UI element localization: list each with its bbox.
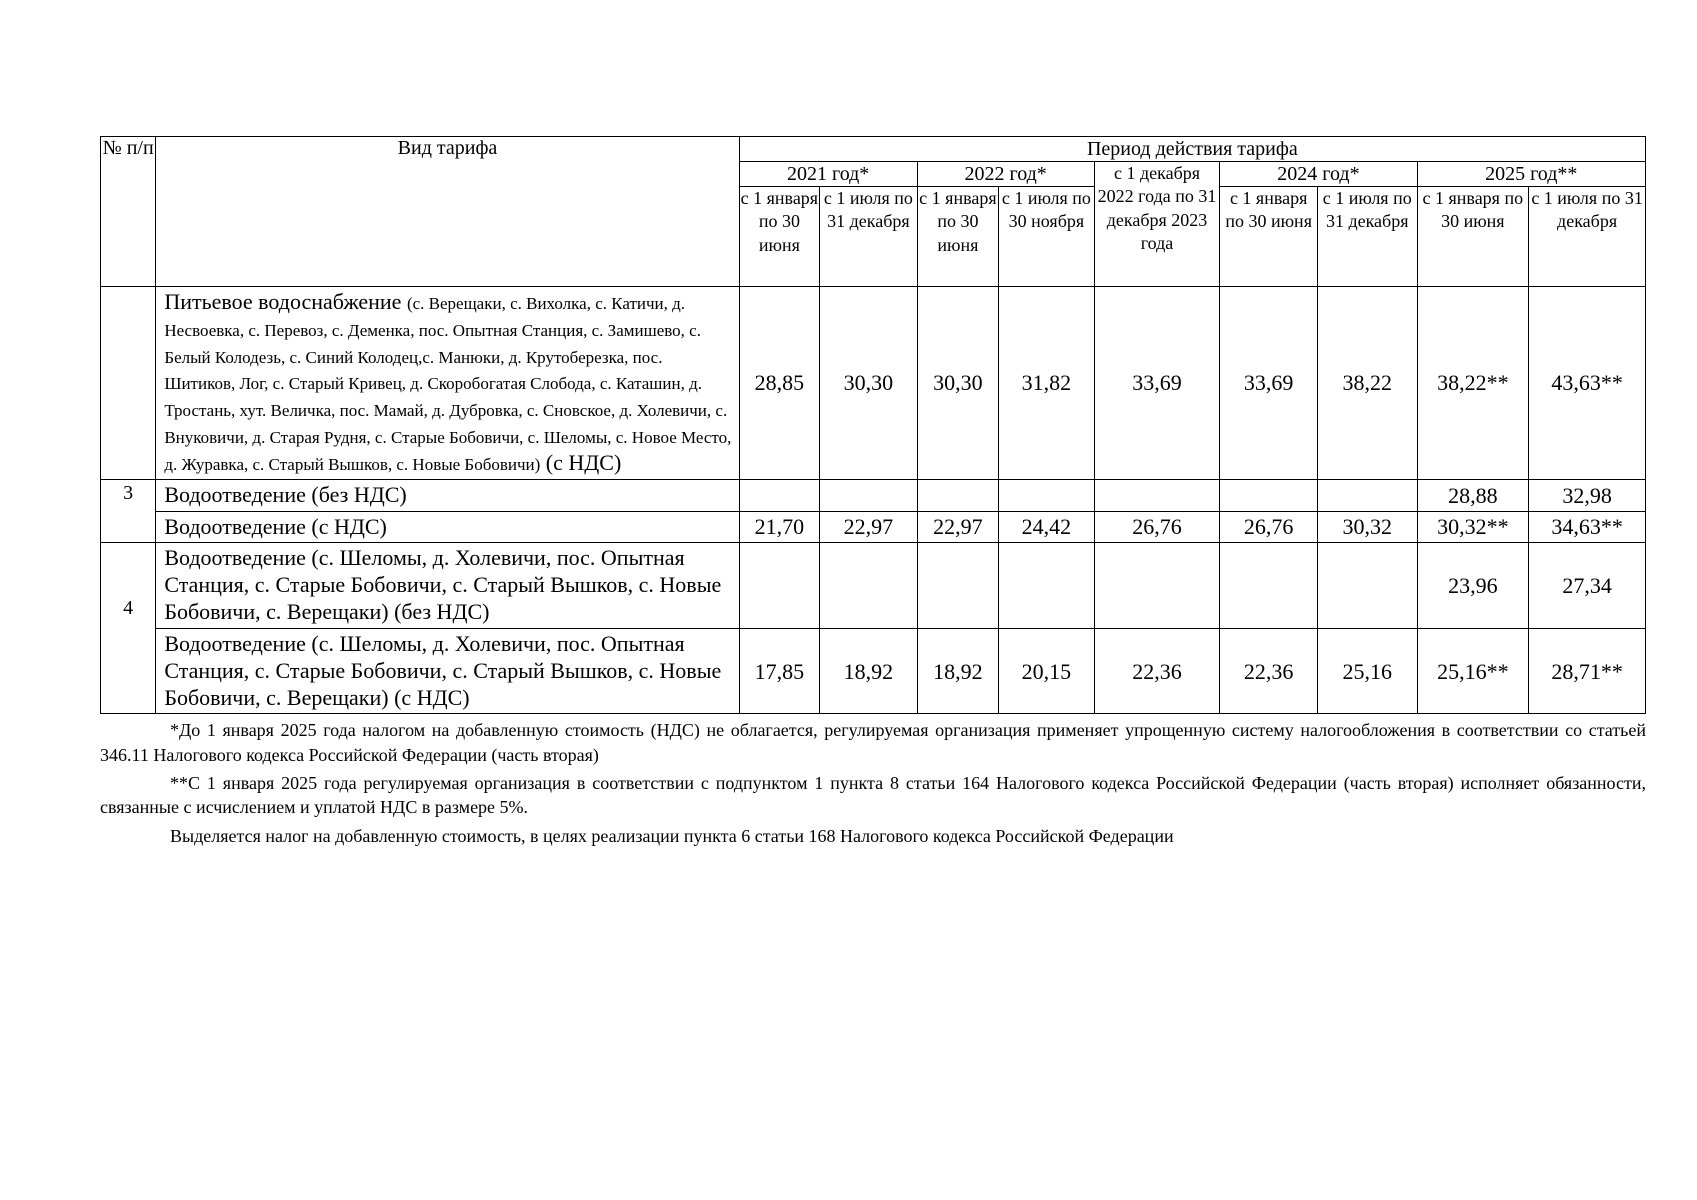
row-number: 4	[101, 543, 156, 714]
tariff-label: Водоотведение (с. Шеломы, д. Холевичи, пос. Опытная Станция, с. Старые Бобовичи, с. Старый Вышков, с. Новые Бобовичи, с. Верещаки) (с НДС)	[156, 628, 739, 713]
tariff-description	[156, 287, 739, 480]
tariff-value: 43,63**	[1529, 287, 1646, 480]
table-row	[101, 511, 1646, 543]
header-num: № п/п	[101, 137, 156, 287]
tariff-value: 38,22**	[1417, 287, 1529, 480]
header-row-1	[101, 137, 1646, 162]
tariff-value: 31,82	[999, 287, 1095, 480]
tariff-value: 28,71**	[1529, 628, 1646, 713]
tariff-value	[1220, 543, 1318, 628]
table-row	[101, 287, 1646, 480]
tariff-value: 22,36	[1220, 628, 1318, 713]
table-row	[101, 628, 1646, 713]
tariff-value	[1317, 543, 1417, 628]
tariff-value: 22,36	[1094, 628, 1220, 713]
tariff-value: 30,30	[820, 287, 918, 480]
tariff-value: 22,97	[917, 511, 998, 543]
tariff-value	[917, 543, 998, 628]
tariff-value: 25,16**	[1417, 628, 1529, 713]
tariff-value	[999, 543, 1095, 628]
tariff-label: Водоотведение (с НДС)	[156, 511, 739, 543]
header-year-2022: 2022 год*	[917, 162, 1094, 187]
subperiod: с 1 января по 30 июня	[917, 187, 998, 287]
tariff-label: Водоотведение (без НДС)	[156, 479, 739, 511]
table-row	[101, 479, 1646, 511]
header-period: Период действия тарифа	[739, 137, 1645, 162]
tariff-value	[1317, 479, 1417, 511]
tariff-table	[100, 136, 1646, 714]
tariff-value	[1094, 479, 1220, 511]
tariff-value: 28,85	[739, 287, 819, 480]
tariff-value: 18,92	[820, 628, 918, 713]
tariff-value	[917, 479, 998, 511]
footnote-double-star: **С 1 января 2025 года регулируемая организация в соответствии с подпунктом 1 пункта 8 статьи 164 Налогового кодекса Российской Федерации (часть вторая) исполняет обязанности, связанные с исчислением и уплатой НДС в размере 5%.	[100, 773, 1646, 818]
tariff-value: 26,76	[1220, 511, 1318, 543]
subperiod: с 1 января по 30 июня	[1220, 187, 1318, 287]
tariff-locations: (с. Верещаки, с. Вихолка, с. Катичи, д. Несвоевка, с. Перевоз, с. Деменка, пос. Опытная Станция, с. Замишево, с. Белый Колодезь, с. Синий Колодец,с. Манюки, д. Крутоберезка, пос. Шитиков, Лог, с. Старый Кривец, д. Скоробогатая Слобода, с. Каташин, д. Тростань, хут. Величка, пос. Мамай, д. Дубровка, с. Сновское, д. Холевичи, с. Внуковичи, д. Старая Рудня, с. Старые Бобовичи, с. Шеломы, с. Новое Место, д. Журавка, с. Старый Вышков, с. Новые Бобовичи)	[164, 294, 732, 474]
header-year-2025: 2025 год**	[1417, 162, 1646, 187]
tariff-value: 28,88	[1417, 479, 1529, 511]
subperiod: с 1 июля по 31 декабря	[820, 187, 918, 287]
tariff-value: 26,76	[1094, 511, 1220, 543]
tariff-value: 21,70	[739, 511, 819, 543]
tariff-value: 18,92	[917, 628, 998, 713]
tariff-document	[100, 136, 1646, 852]
header-year-2024: 2024 год*	[1220, 162, 1417, 187]
tariff-value: 20,15	[999, 628, 1095, 713]
tariff-vat-note: (с НДС)	[545, 449, 622, 475]
tariff-value: 33,69	[1094, 287, 1220, 480]
header-tariff-type: Вид тарифа	[156, 137, 739, 287]
header-year-2021: 2021 год*	[739, 162, 917, 187]
tariff-label: Питьевое водоснабжение	[164, 289, 402, 314]
tariff-value	[820, 543, 918, 628]
table-row	[101, 543, 1646, 628]
subperiod: с 1 июля по 30 ноября	[999, 187, 1095, 287]
tariff-value: 34,63**	[1529, 511, 1646, 543]
tariff-value: 33,69	[1220, 287, 1318, 480]
tariff-value: 23,96	[1417, 543, 1529, 628]
subperiod: с 1 июля по 31 декабря	[1317, 187, 1417, 287]
tariff-value	[999, 479, 1095, 511]
tariff-value	[739, 479, 819, 511]
tariff-value: 22,97	[820, 511, 918, 543]
tariff-label: Водоотведение (с. Шеломы, д. Холевичи, пос. Опытная Станция, с. Старые Бобовичи, с. Старый Вышков, с. Новые Бобовичи, с. Верещаки) (без НДС)	[156, 543, 739, 628]
tariff-value: 30,32	[1317, 511, 1417, 543]
tariff-value: 30,32**	[1417, 511, 1529, 543]
footnote-vat: Выделяется налог на добавленную стоимость, в целях реализации пункта 6 статьи 168 Налогового кодекса Российской Федерации	[170, 825, 1174, 846]
footnotes	[100, 718, 1646, 847]
subperiod: с 1 июля по 31 декабря	[1529, 187, 1646, 287]
tariff-value	[1094, 543, 1220, 628]
row-number: 3	[101, 479, 156, 543]
tariff-value: 24,42	[999, 511, 1095, 543]
footnote-single-star: *До 1 января 2025 года налогом на добавленную стоимость (НДС) не облагается, регулируемая организация применяет упрощенную систему налогообложения в соответствии со статьей 346.11 Налогового кодекса Российской Федерации (часть вторая)	[100, 720, 1646, 765]
tariff-value: 27,34	[1529, 543, 1646, 628]
header-single-period: с 1 декабря 2022 года по 31 декабря 2023 года	[1094, 162, 1220, 287]
tariff-value: 38,22	[1317, 287, 1417, 480]
tariff-value	[739, 543, 819, 628]
tariff-value	[1220, 479, 1318, 511]
tariff-value: 32,98	[1529, 479, 1646, 511]
subperiod: с 1 января по 30 июня	[1417, 187, 1529, 287]
tariff-value: 17,85	[739, 628, 819, 713]
tariff-value	[820, 479, 918, 511]
tariff-value: 25,16	[1317, 628, 1417, 713]
subperiod: с 1 января по 30 июня	[739, 187, 819, 287]
row-number	[101, 287, 156, 480]
tariff-value: 30,30	[917, 287, 998, 480]
